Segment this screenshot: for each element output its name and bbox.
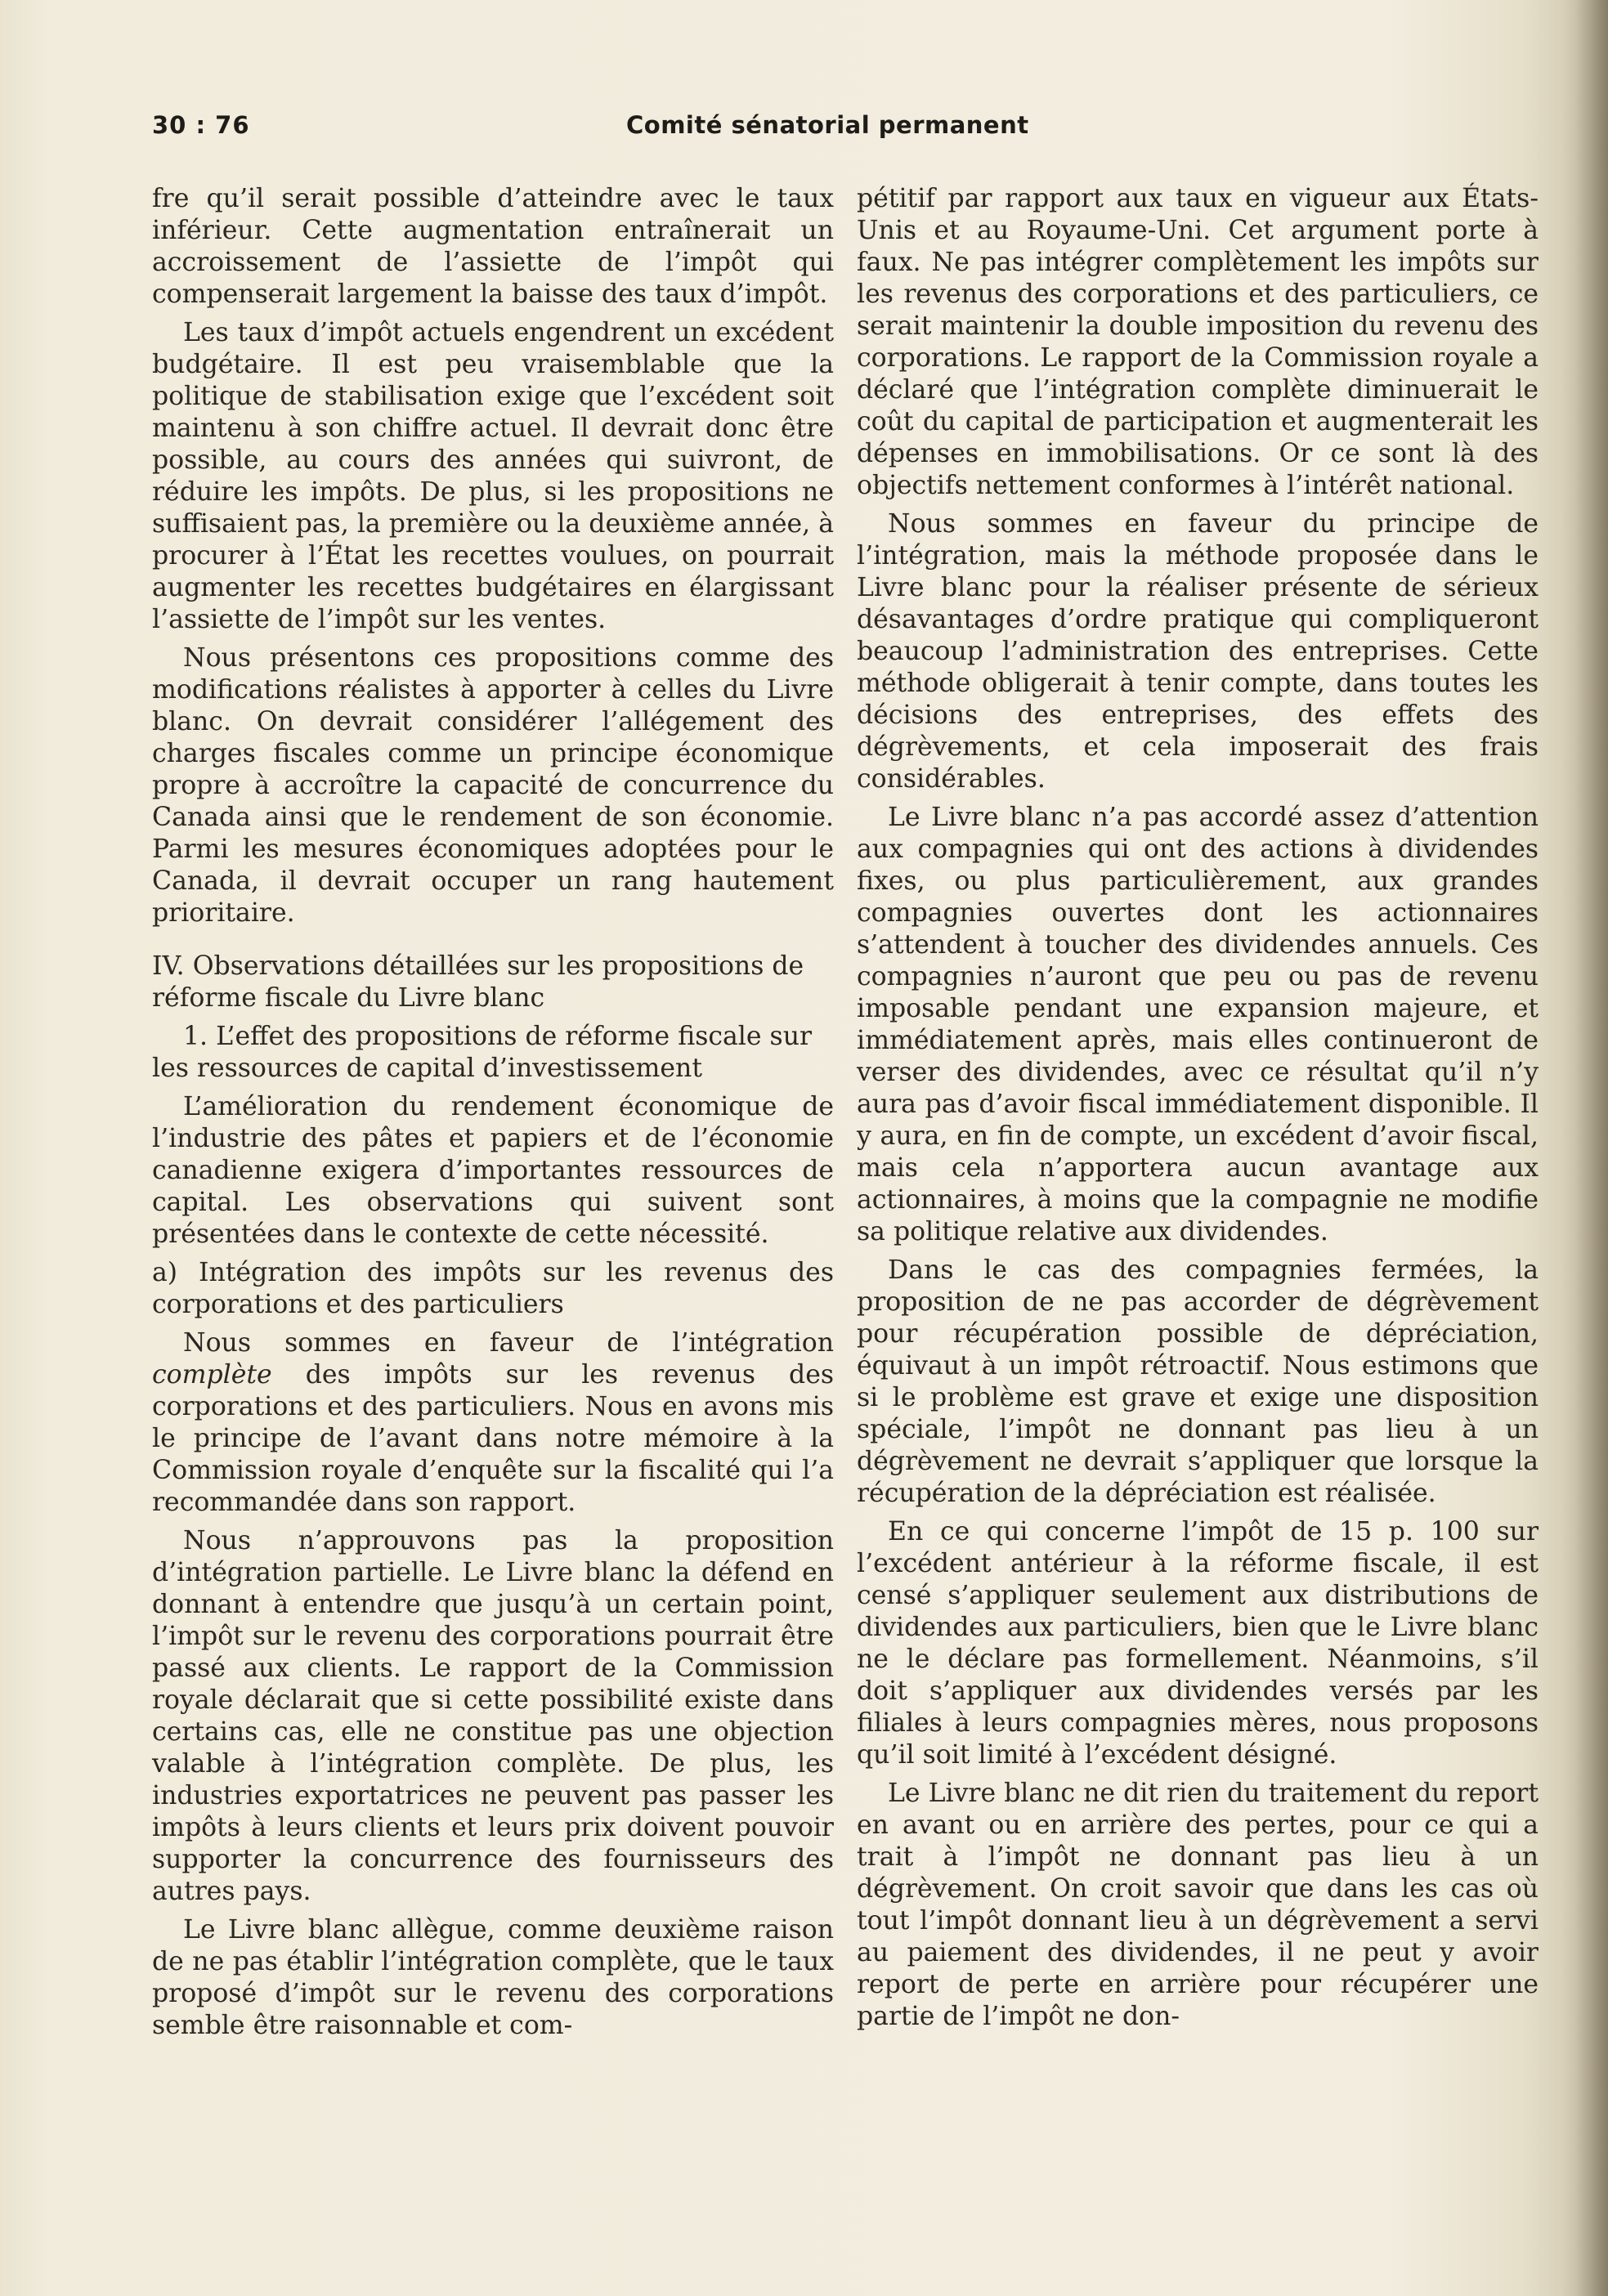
paragraph — [152, 1327, 834, 1519]
paragraph: Le Livre blanc allègue, comme deuxième raison de ne pas établir l’intégration complète, que le taux proposé d’impôt sur le revenu des corporations semble être raisonnable et com- — [152, 1915, 834, 2040]
emphasized-text: complète — [152, 1360, 272, 1390]
paragraph: Dans le cas des compagnies fermées, la proposition de ne pas accorder de dégrèvement pour récupération possible de dépréciation, équivaut à un impôt rétroactif. Nous estimons que si le problème est grave et exige une disposition spéciale, l’impôt ne donnant pas lieu à un dégrèvement ne devrait s’appliquer que lorsque la récupération de la dépréciation est réalisée. — [857, 1255, 1539, 1508]
page-folio: 30 : 76 — [152, 111, 250, 139]
paragraph: Le Livre blanc ne dit rien du traitement du report en avant ou en arrière des pertes, pour ce qui a trait à l’impôt ne donnant pas lieu à un dégrèvement. On croit savoir que dans les cas où tout l’impôt donnant lieu à un dégrèvement a servi au paiement des dividendes, il ne peut y avoir report de perte en arrière pour récupérer une partie de l’impôt ne don- — [857, 1779, 1539, 2031]
section-heading: IV. Observations détaillées sur les propositions de réforme fiscale du Livre blanc — [152, 951, 804, 1013]
text-run: des impôts sur les revenus des corporations et des particuliers. Nous en avons mis le principe de l’avant dans notre mémoire à la Commission royale d’enquête sur la fiscalité qui l’a recommandée dans son rapport. — [152, 1360, 834, 1517]
text-run: Nous sommes en faveur de l’intégration — [183, 1328, 834, 1358]
running-header — [152, 111, 1068, 147]
right-column — [857, 183, 1539, 2039]
paragraph: Nous n’approuvons pas la proposition d’intégration partielle. Le Livre blanc la défend en donnant à entendre que jusqu’à un certain point, l’impôt sur le revenu des corporations pourrait être passé aux clients. Le rapport de la Commission royale déclarait que si cette possibilité existe dans certains cas, elle ne constitue pas une objection valable à l’intégration complète. De plus, les industries exportatrices ne peuvent pas passer les impôts à leurs clients et leurs prix doivent pouvoir supporter la concurrence des fournisseurs des autres pays. — [152, 1526, 834, 1906]
running-title: Comité sénatorial permanent — [626, 111, 1029, 139]
paragraph: fre qu’il serait possible d’atteindre avec le taux inférieur. Cette augmentation entraînerait un accroissement de l’assiette de l’impôt qui compenserait largement la baisse des taux d’impôt. — [152, 184, 834, 309]
paragraph: Nous présentons ces propositions comme des modifications réalistes à apporter à celles du Livre blanc. On devrait considérer l’allégement des charges fiscales comme un principe économique propre à accroître la capacité de concurrence du Canada ainsi que le rendement de son économie. Parmi les mesures économiques adoptées pour le Canada, il devrait occuper un rang hautement prioritaire. — [152, 643, 834, 928]
subsection-heading: 1. L’effet des propositions de réforme fiscale sur les ressources de capital d’investissement — [152, 1022, 813, 1083]
paragraph: En ce qui concerne l’impôt de 15 p. 100 sur l’excédent antérieur à la réforme fiscale, il est censé s’appliquer seulement aux distributions de dividendes aux particuliers, bien que le Livre blanc ne le déclare pas formellement. Néanmoins, s’il doit s’appliquer aux dividendes versés par les filiales à leurs compagnies mères, nous proposons qu’il soit limité à l’excédent désigné. — [857, 1517, 1539, 1770]
paragraph: Le Livre blanc n’a pas accordé assez d’attention aux compagnies qui ont des actions à dividendes fixes, ou plus particulièrement, aux grandes compagnies ouvertes dont les actionnaires s’attendent à toucher des dividendes annuels. Ces compagnies n’auront que peu ou pas de revenu imposable pendant une expansion majeure, et immédiatement après, mais elles continueront de verser des dividendes, avec ce résultat qu’il n’y aura pas d’avoir fiscal immédiatement disponible. Il y aura, en fin de compte, un excédent d’avoir fiscal, mais cela n’apportera aucun avantage aux actionnaires, à moins que la compagnie ne modifie sa politique relative aux dividendes. — [857, 803, 1539, 1246]
binding-shadow — [1575, 0, 1608, 2296]
subsection-heading: a) Intégration des impôts sur les revenus des corporations et des particuliers — [152, 1258, 834, 1319]
paragraph: L’amélioration du rendement économique de l’industrie des pâtes et papiers et de l’économie canadienne exigera d’importantes ressources de capital. Les observations qui suivent sont présentées dans le contexte de cette nécessité. — [152, 1092, 834, 1249]
paragraph: pétitif par rapport aux taux en vigueur aux États-Unis et au Royaume-Uni. Cet argument porte à faux. Ne pas intégrer complètement les impôts sur les revenus des corporations et des particuliers, ce serait maintenir la double imposition du revenu des corporations. Le rapport de la Commission royale a déclaré que l’intégration complète diminuerait le coût du capital de participation et augmenterait les dépenses en immobilisations. Or ce sont là des objectifs nettement conformes à l’intérêt national. — [857, 184, 1539, 500]
paragraph: Les taux d’impôt actuels engendrent un excédent budgétaire. Il est peu vraisemblable que la politique de stabilisation exige que l’excédent soit maintenu à son chiffre actuel. Il devrait donc être possible, au cours des années qui suivront, de réduire les impôts. De plus, si les propositions ne suffisaient pas, la première ou la deuxième année, à procurer à l’État les recettes voulues, on pourrait augmenter les recettes budgétaires en élargissant l’assiette de l’impôt sur les ventes. — [152, 318, 834, 634]
paragraph: Nous sommes en faveur du principe de l’intégration, mais la méthode proposée dans le Livre blanc pour la réaliser présente de sérieux désavantages d’ordre pratique qui compliqueront beaucoup l’administration des entreprises. Cette méthode obligerait à tenir compte, dans toutes les décisions des entreprises, des effets des dégrèvements, et cela imposerait des frais considérables. — [857, 509, 1539, 794]
left-column — [152, 183, 834, 2048]
